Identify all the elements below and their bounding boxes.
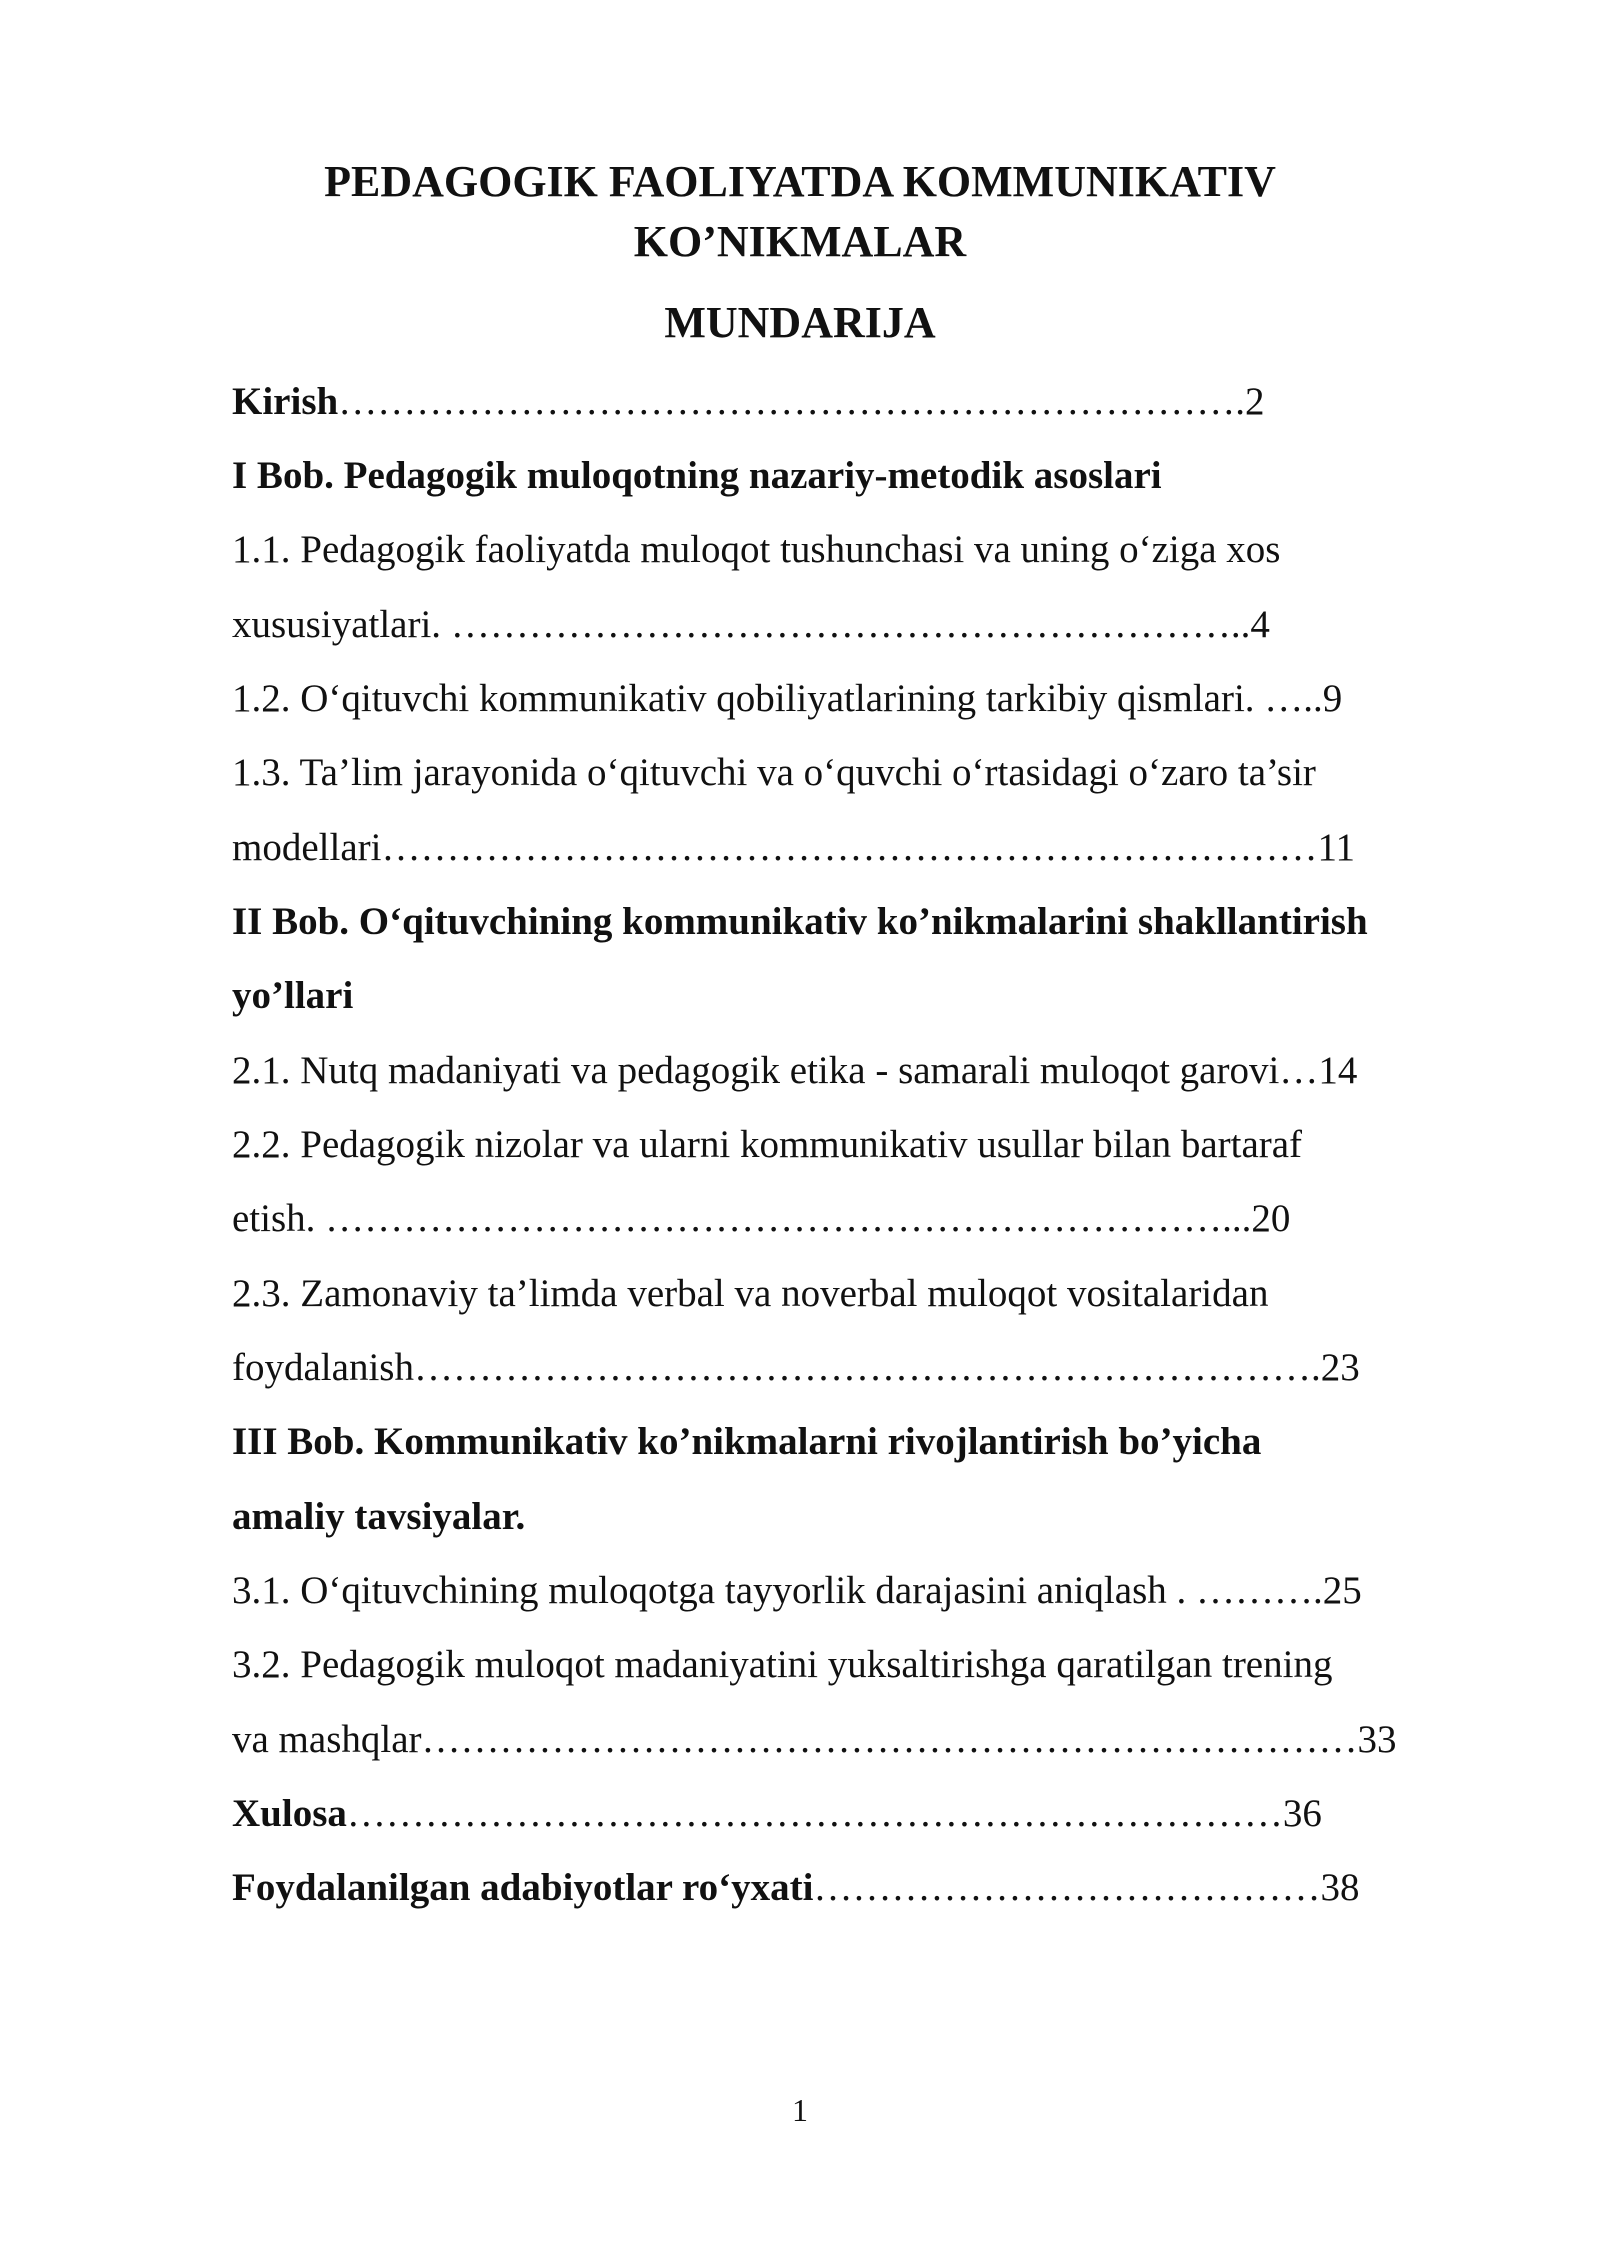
toc-item-3-2: 3.2. Pedagogik muloqot madaniyatini yuksaltirishga qaratilgan trening — [232, 1643, 1333, 1686]
toc-item-3-2-cont: va mashqlar………………………………………………………………33 — [232, 1718, 1397, 1761]
toc-chapter-1: I Bob. Pedagogik muloqotning nazariy-metodik asoslari — [232, 454, 1162, 497]
toc-item-2-1: 2.1. Nutq madaniyati va pedagogik etika - samarali muloqot garovi…14 — [232, 1049, 1358, 1092]
toc-item-conclusion: Xulosa………………………………………………………………36 — [232, 1792, 1322, 1835]
toc-item-1-1-cont: xususiyatlari. ……………………………………………………..4 — [232, 603, 1270, 646]
page-number: 1 — [792, 2092, 808, 2128]
toc-item-1-2: 1.2. O‘qituvchi kommunikativ qobiliyatlarining tarkibiy qismlari. …..9 — [232, 677, 1343, 720]
toc-chapter-2: II Bob. O‘qituvchining kommunikativ ko’nikmalarini shakllantirish — [232, 900, 1368, 943]
toc-item-3-1: 3.1. O‘qituvchining muloqotga tayyorlik darajasini aniqlash . ……….25 — [232, 1569, 1362, 1612]
document-title-line-2: KO’NIKMALAR — [633, 217, 967, 266]
toc-chapter-3-cont: amaliy tavsiyalar. — [232, 1495, 526, 1538]
toc-item-1-1: 1.1. Pedagogik faoliyatda muloqot tushunchasi va uning o‘ziga xos — [232, 528, 1281, 571]
toc-item-2-3-cont: foydalanish…………………………………………………………….23 — [232, 1346, 1360, 1389]
toc-item-2-2: 2.2. Pedagogik nizolar va ularni kommunikativ usullar bilan bartaraf — [232, 1123, 1303, 1166]
toc-chapter-3: III Bob. Kommunikativ ko’nikmalarni rivojlantirish bo’yicha — [232, 1420, 1262, 1463]
toc-item-intro: Kirish…………………………………………………………….2 — [232, 380, 1265, 423]
toc-item-2-2-cont: etish. ……………………………………………………………...20 — [232, 1197, 1291, 1240]
toc-heading: MUNDARIJA — [664, 298, 936, 347]
toc-item-2-3: 2.3. Zamonaviy ta’limda verbal va noverbal muloqot vositalaridan — [232, 1272, 1269, 1315]
toc-chapter-2-cont: yo’llari — [232, 974, 354, 1017]
toc-item-1-3: 1.3. Ta’lim jarayonida o‘qituvchi va o‘quvchi o‘rtasidagi o‘zaro ta’sir — [232, 751, 1316, 794]
document-title-line-1: PEDAGOGIK FAOLIYATDA KOMMUNIKATIV — [324, 157, 1276, 206]
toc-item-1-3-cont: modellari………………………………………………………………11 — [232, 826, 1356, 869]
toc-item-references: Foydalanilgan adabiyotlar ro‘yxati…………………………………38 — [232, 1866, 1360, 1909]
